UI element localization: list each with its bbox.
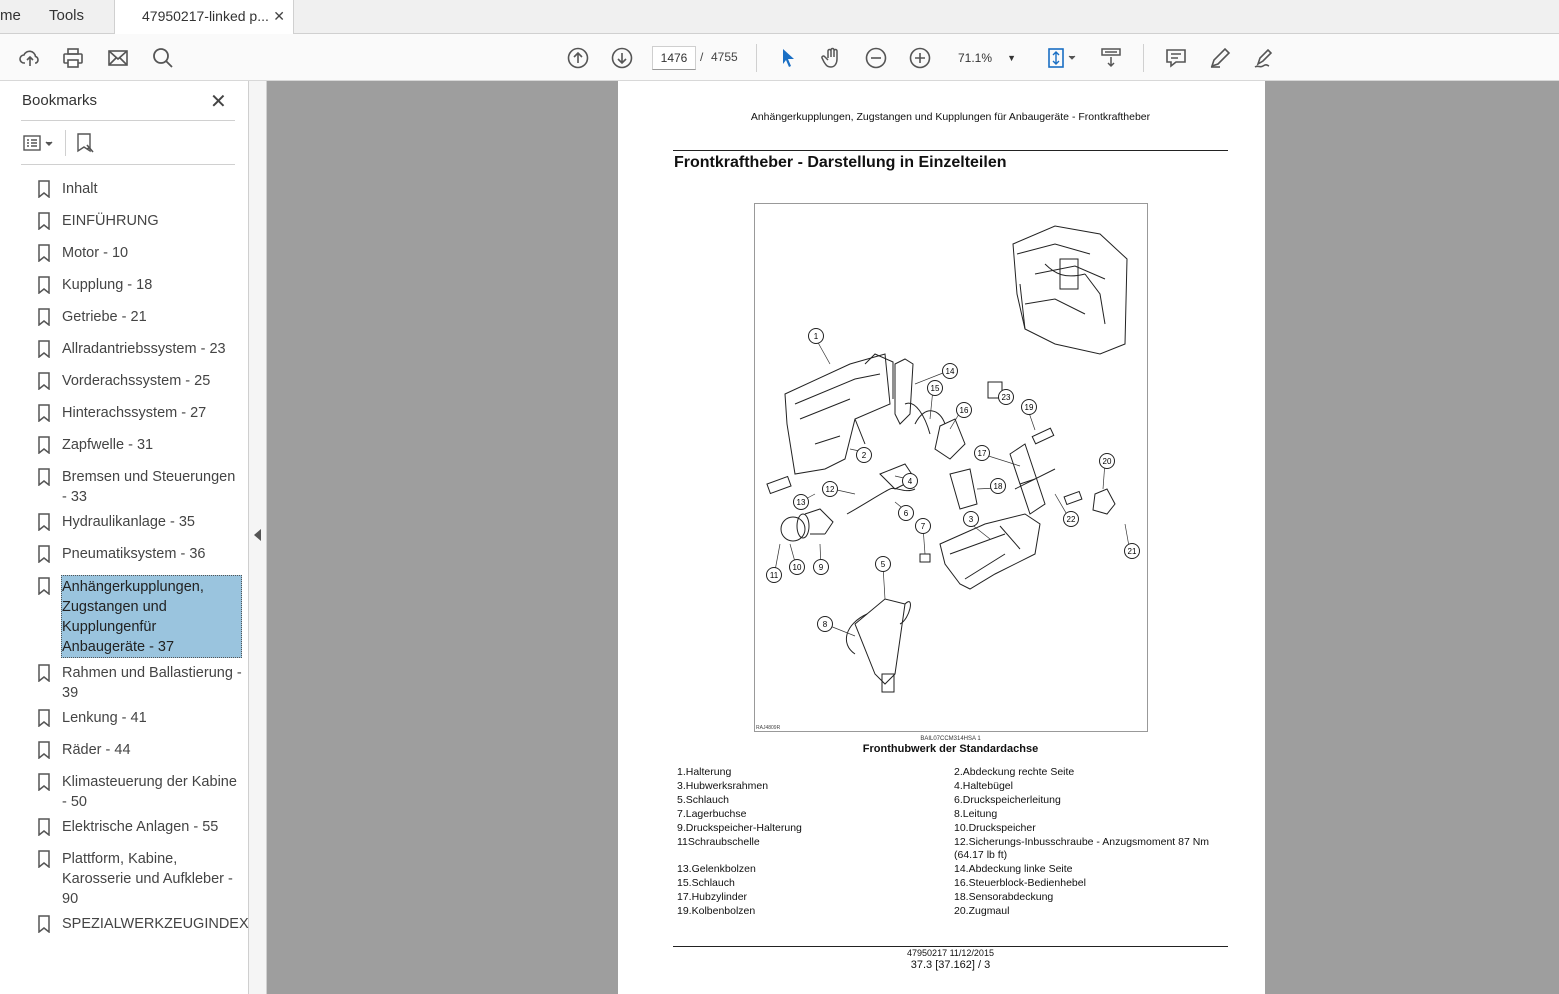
legend-entry: 1.Halterung [677, 766, 732, 778]
legend-entry: 2.Abdeckung rechte Seite [954, 766, 1075, 778]
callout-4 [903, 474, 918, 489]
bookmark-item[interactable] [0, 209, 249, 239]
callout-3 [964, 512, 979, 527]
callout-label: 6 [903, 509, 909, 518]
bookmark-item[interactable] [0, 510, 249, 540]
bookmark-label: Hydraulikanlage - 35 [62, 514, 195, 530]
bookmarks-panel [0, 81, 249, 994]
header-rule [673, 150, 1228, 151]
exploded-view-drawing [755, 204, 1147, 731]
callout-15 [928, 381, 943, 396]
zoom-value: 71.1% [958, 51, 993, 65]
callout-label: 12 [825, 485, 835, 494]
callout-20 [1100, 454, 1115, 469]
cursor-icon[interactable] [774, 44, 802, 72]
bookmark-item[interactable] [0, 706, 249, 736]
legend-row [677, 780, 1237, 794]
parts-legend [677, 766, 1237, 919]
callout-label: 8 [822, 620, 828, 629]
legend-entry: 6.Druckspeicherleitung [954, 793, 1061, 806]
callout-label: 1 [813, 332, 819, 341]
callout-12 [823, 482, 838, 497]
callout-label: 22 [1066, 515, 1076, 524]
callout-label: 19 [1024, 403, 1034, 412]
callout-5 [876, 557, 891, 572]
bookmark-item[interactable] [0, 847, 249, 910]
legend-entry: 5.Schlauch [677, 793, 729, 806]
bookmark-icon [37, 741, 51, 759]
callout-11 [767, 568, 782, 583]
bookmark-icon [37, 545, 51, 563]
legend-row [677, 766, 1237, 780]
bookmark-icon [37, 468, 51, 486]
footer-page-number: 37.3 [37.162] / 3 [910, 959, 991, 971]
bookmark-icon [37, 436, 51, 454]
bookmark-icon [37, 212, 51, 230]
zoom-select[interactable] [952, 46, 1024, 70]
search-icon[interactable] [149, 44, 177, 72]
bookmark-item[interactable] [0, 465, 249, 508]
callout-17 [975, 446, 990, 461]
print-icon[interactable] [59, 44, 87, 72]
callout-2 [857, 448, 872, 463]
figure-caption: Fronthubwerk der Standardachse [862, 743, 1039, 755]
bookmark-item[interactable] [0, 369, 249, 399]
figure-code: RAJ4809R [756, 725, 781, 731]
callout-label: 21 [1127, 547, 1137, 556]
bookmark-icon [37, 850, 51, 868]
bookmarks-title: Bookmarks [22, 92, 98, 109]
callout-19 [1022, 400, 1037, 415]
bookmark-item[interactable] [0, 433, 249, 463]
panel-tool-divider [65, 130, 66, 156]
bookmark-item[interactable] [0, 574, 249, 659]
callout-label: 13 [796, 498, 806, 507]
bookmark-label: Rahmen und Ballastierung - 39 [62, 665, 242, 701]
callout-13 [794, 495, 809, 510]
bookmark-label: Kupplung - 18 [62, 277, 153, 293]
document-viewer[interactable] [267, 81, 1559, 994]
bookmark-options-icon[interactable] [22, 133, 58, 155]
bookmark-label: Räder - 44 [62, 742, 131, 758]
callout-22 [1064, 512, 1079, 527]
bookmark-icon [37, 773, 51, 791]
callout-label: 17 [977, 449, 987, 458]
legend-row [677, 822, 1237, 836]
legend-entry: 16.Steuerblock-Bedienhebel [954, 877, 1086, 890]
bookmark-item[interactable] [0, 542, 249, 572]
callout-14 [943, 364, 958, 379]
bookmark-item[interactable] [0, 305, 249, 335]
comment-icon[interactable] [1162, 44, 1190, 72]
legend-entry: 19.Kolbenbolzen [677, 905, 756, 918]
tab-document[interactable] [114, 0, 294, 35]
bookmark-icon [37, 372, 51, 390]
page-header: Anhängerkupplungen, Zugstangen und Kupplungen für Anbaugeräte - Frontkraftheber [750, 111, 1151, 123]
callout-label: 5 [880, 560, 886, 569]
bookmark-icon [37, 513, 51, 531]
legend-entry: 14.Abdeckung linke Seite [954, 863, 1073, 876]
callout-21 [1125, 544, 1140, 559]
bookmark-label: Klimasteuerung der Kabine - 50 [62, 774, 237, 810]
mail-icon[interactable] [104, 44, 132, 72]
bookmark-label: Plattform, Kabine, Karosserie und Aufkleber - 90 [62, 851, 233, 907]
legend-entry: 15.Schlauch [677, 877, 735, 890]
page-separator: / [700, 50, 704, 64]
bookmark-item[interactable] [0, 815, 249, 845]
callout-10 [790, 560, 805, 575]
upload-icon[interactable] [16, 44, 44, 72]
tab-bar [0, 0, 1559, 34]
zoom-out-icon[interactable] [862, 44, 890, 72]
bookmark-label: Vorderachssystem - 25 [62, 373, 211, 389]
find-bookmark-icon[interactable] [74, 132, 98, 156]
toolbar-divider [756, 44, 757, 72]
pen-icon[interactable] [1206, 44, 1234, 72]
bookmark-icon [37, 709, 51, 727]
bookmark-icon [37, 818, 51, 836]
callout-label: 18 [993, 482, 1003, 491]
bookmark-icon [37, 340, 51, 358]
fit-page-icon[interactable] [1042, 44, 1082, 72]
close-panel-icon[interactable]: ✕ [210, 91, 227, 113]
bookmark-item[interactable] [0, 177, 249, 207]
arrow-down-circle-icon[interactable] [608, 44, 636, 72]
callout-1 [809, 329, 824, 344]
legend-entry: 4.Haltebügel [954, 779, 1013, 792]
tab-home[interactable]: me [0, 7, 21, 24]
hand-icon[interactable] [818, 44, 846, 72]
bookmark-label: Motor - 10 [62, 245, 129, 261]
page-number-input[interactable]: 1476 [652, 46, 696, 70]
exploded-view-figure [754, 203, 1148, 732]
bookmark-icon [37, 577, 51, 595]
legend-entry: 9.Druckspeicher-Halterung [677, 821, 802, 834]
bookmark-icon [37, 276, 51, 294]
callout-16 [957, 403, 972, 418]
bookmark-item[interactable] [0, 770, 249, 813]
legend-entry: 20.Zugmaul [954, 905, 1010, 918]
chevron-down-icon: ▼ [1007, 53, 1016, 63]
legend-entry: 17.Hubzylinder [677, 891, 748, 904]
bookmark-item[interactable] [0, 738, 249, 768]
toolbar [0, 34, 1559, 81]
callout-label: 7 [920, 522, 926, 531]
bookmark-icon [37, 244, 51, 262]
legend-entry: 8.Leitung [954, 807, 998, 820]
bookmark-item[interactable] [0, 273, 249, 303]
collapse-arrow-icon[interactable] [254, 529, 261, 541]
legend-row [677, 836, 1237, 864]
callout-label: 4 [907, 477, 913, 486]
panel-divider [21, 164, 235, 165]
bookmark-item[interactable] [0, 661, 249, 704]
bookmark-icon [37, 915, 51, 933]
callout-23 [999, 390, 1014, 405]
callout-18 [991, 479, 1006, 494]
callout-label: 23 [1001, 393, 1011, 402]
arrow-up-circle-icon[interactable] [564, 44, 592, 72]
legend-entry: 13.Gelenkbolzen [677, 863, 756, 876]
footer-rule [673, 946, 1228, 947]
document-page [618, 81, 1265, 994]
bookmark-label: Allradantriebssystem - 23 [62, 341, 226, 357]
panel-divider [21, 120, 235, 121]
legend-row [677, 905, 1237, 919]
callout-label: 9 [818, 563, 824, 572]
legend-entry: 7.Lagerbuchse [677, 807, 747, 820]
bookmark-label: Elektrische Anlagen - 55 [62, 819, 219, 835]
legend-entry: 12.Sicherungs-Inbusschraube - Anzugsmoment 87 Nm (64.17 lb ft) [954, 835, 1210, 862]
callout-label: 20 [1102, 457, 1112, 466]
bookmark-label: Bremsen und Steuerungen - 33 [62, 469, 236, 505]
zoom-in-icon[interactable] [906, 44, 934, 72]
bookmark-icon [37, 404, 51, 422]
bookmark-item[interactable] [0, 912, 249, 942]
callout-label: 2 [861, 451, 867, 460]
sign-icon[interactable] [1250, 44, 1278, 72]
bookmark-icon [37, 180, 51, 198]
bookmark-label: Inhalt [62, 181, 98, 197]
bookmark-label: Getriebe - 21 [62, 309, 147, 325]
section-title: Frontkraftheber - Darstellung in Einzelteilen [674, 154, 1007, 171]
callout-8 [818, 617, 833, 632]
tab-tools[interactable]: Tools [49, 7, 85, 24]
tab-document-label: 47950217-linked p... [142, 8, 269, 24]
bookmark-icon [37, 308, 51, 326]
legend-row [677, 891, 1237, 905]
legend-row [677, 877, 1237, 891]
bookmark-item[interactable] [0, 337, 249, 367]
legend-row [677, 794, 1237, 808]
callout-9 [814, 560, 829, 575]
bookmark-label: Anhängerkupplungen, Zugstangen und Kupplungenfür Anbaugeräte - 37 [61, 575, 242, 658]
callout-label: 11 [769, 571, 779, 580]
bookmark-label: Pneumatiksystem - 36 [62, 546, 206, 562]
legend-entry: 10.Druckspeicher [954, 821, 1036, 834]
bookmark-label: Zapfwelle - 31 [62, 437, 154, 453]
close-tab-icon[interactable]: ✕ [273, 8, 285, 24]
callout-label: 15 [930, 384, 940, 393]
callout-label: 16 [959, 406, 969, 415]
bookmark-label: Lenkung - 41 [62, 710, 147, 726]
callout-6 [899, 506, 914, 521]
bookmark-item[interactable] [0, 241, 249, 271]
panel-collapse-strip[interactable] [249, 81, 267, 994]
toolbar-divider [1143, 44, 1144, 72]
figure-id: BAIL07CCM314HSA 1 [920, 736, 981, 742]
bookmark-icon [37, 664, 51, 682]
bookmark-label: EINFÜHRUNG [62, 213, 159, 229]
legend-row [677, 863, 1237, 877]
legend-entry: 18.Sensorabdeckung [954, 891, 1054, 904]
footer-document-id: 47950217 11/12/2015 [907, 948, 994, 958]
callout-label: 14 [945, 367, 955, 376]
bookmark-label: Hinterachssystem - 27 [62, 405, 207, 421]
callout-label: 3 [968, 515, 974, 524]
callout-label: 10 [792, 563, 802, 572]
bookmark-list [0, 177, 249, 944]
bookmark-item[interactable] [0, 401, 249, 431]
callout-7 [916, 519, 931, 534]
scroll-mode-icon[interactable] [1097, 44, 1125, 72]
legend-row [677, 808, 1237, 822]
page-total: 4755 [711, 50, 738, 64]
legend-entry: 11Schraubschelle [677, 835, 760, 848]
legend-entry: 3.Hubwerksrahmen [677, 779, 769, 792]
bookmark-label: SPEZIALWERKZEUGINDEX [62, 916, 249, 932]
